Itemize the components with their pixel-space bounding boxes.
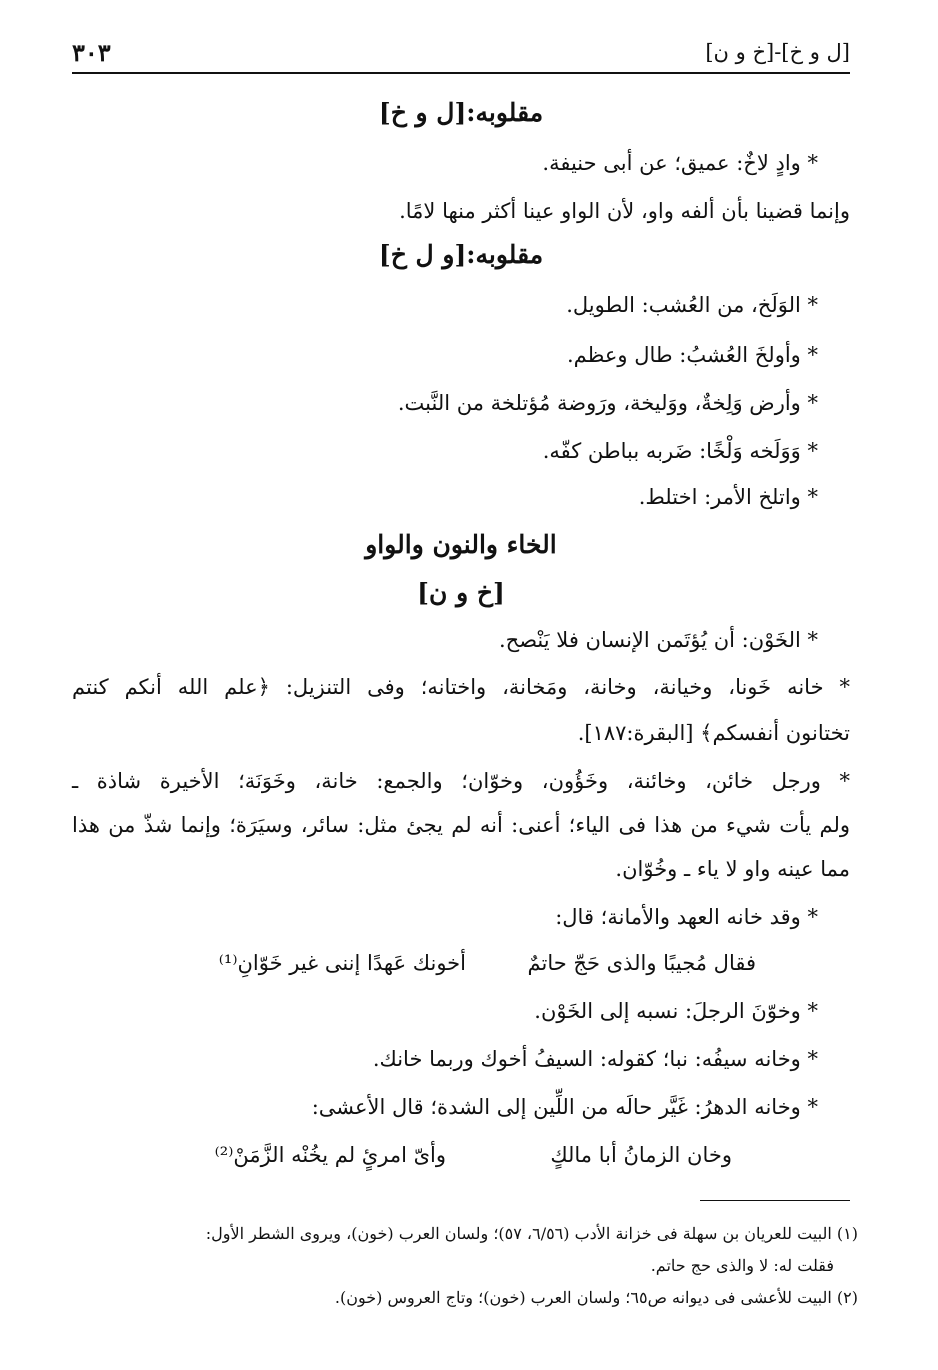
entry-line: * وأولخَ العُشبُ: طال وعظم. [567,343,818,367]
section-heading-wlkh: مقلوبه:[و ل خ] [378,240,544,269]
chapter-heading: الخاء والنون والواو [365,530,557,559]
entry-line: * الوَلَخ، من العُشب: الطويل. [566,293,818,317]
running-title: [ل و خ]-[خ و ن] [705,40,850,64]
section-heading-khwn: [خ و ن] [417,578,505,607]
entry-line: * وقد خانه العهد والأمانة؛ قال: [555,905,818,929]
entry-line: ولم يأت شيء من هذا فى الياء؛ أعنى: أنه لم يجئ مثل: سائر، وسيَرَة؛ وإنما شذّ من هذا [72,813,850,837]
entry-line: * وَوَلَخه وَلْخًا: ضَربه بباطن كفّه. [542,439,818,463]
entry-line: * ورجل خائن، وخائنة، وخَؤُون، وخوّان؛ والجمع: خانة، وخَوَنَة؛ الأخيرة شاذة ـ [72,769,850,793]
entry-line: * وخانه سيفُه: نبا؛ كقوله: السيفُ أخوك وربما خانك. [372,1047,818,1071]
entry-line: * الخَوْن: أن يُؤتَمن الإنسان فلا يَنْصح. [498,628,818,652]
verse-hemistich-first: فقال مُجيبًا والذى حَجّ حاتمٌ [527,951,756,975]
entry-line: * وأرض وَلِخةٌ، ووَليخة، ورَوضة مُؤتلخة من النَّبت. [397,391,818,415]
entry-line: * واتلخ الأمر: اختلط. [638,485,818,509]
entry-line: تختانون أنفسكم﴾ [البقرة:١٨٧]. [577,721,850,745]
entry-line: * وخانه الدهرُ: غَيَّر حالَه من اللِّين إلى الشدة؛ قال الأعشى: [311,1095,818,1119]
section-heading-lwkh: مقلوبه:[ل و خ] [378,98,544,127]
footnote-1-continued: فقلت له: لا والذى حج حاتم. [650,1256,834,1275]
verse-hemistich-second: وأىّ امرئٍ لم يخُنْه الزَّمَنْ⁽²⁾ [214,1143,446,1167]
page-number: ٣٠٣ [72,38,111,67]
footnote-2: (٢) البيت للأعشى فى ديوانه ص٦٥؛ ولسان العرب (خون)؛ وتاج العروس (خون). [334,1288,858,1307]
page-header [72,36,850,74]
verse-hemistich-first: وخان الزمانُ أبا مالكٍ [550,1143,732,1167]
verse-hemistich-second: أخونك عَهدًا إننى غير خَوّانِ⁽¹⁾ [218,951,466,975]
entry-line: * خانه خَونا، وخيانة، وخانة، ومَخانة، واختانه؛ وفى التنزيل: ﴿علم الله أنكم كنتم [72,675,850,699]
entry-line: * وادٍ لاخٌ: عميق؛ عن أبى حنيفة. [542,151,818,175]
footnote-1: (١) البيت للعريان بن سهلة فى خزانة الأدب (٦/٥٦، ٥٧)؛ ولسان العرب (خون)، ويروى الشطر الأول: [205,1224,858,1243]
entry-line: مما عينه واو لا ياء ـ وخُوّان. [615,857,850,881]
entry-line: وإنما قضينا بأن ألفه واو، لأن الواو عينا أكثر منها لامًا. [399,199,850,223]
footnote-divider [700,1200,850,1201]
entry-line: * وخوّنَ الرجلَ: نسبه إلى الخَوْن. [534,999,818,1023]
